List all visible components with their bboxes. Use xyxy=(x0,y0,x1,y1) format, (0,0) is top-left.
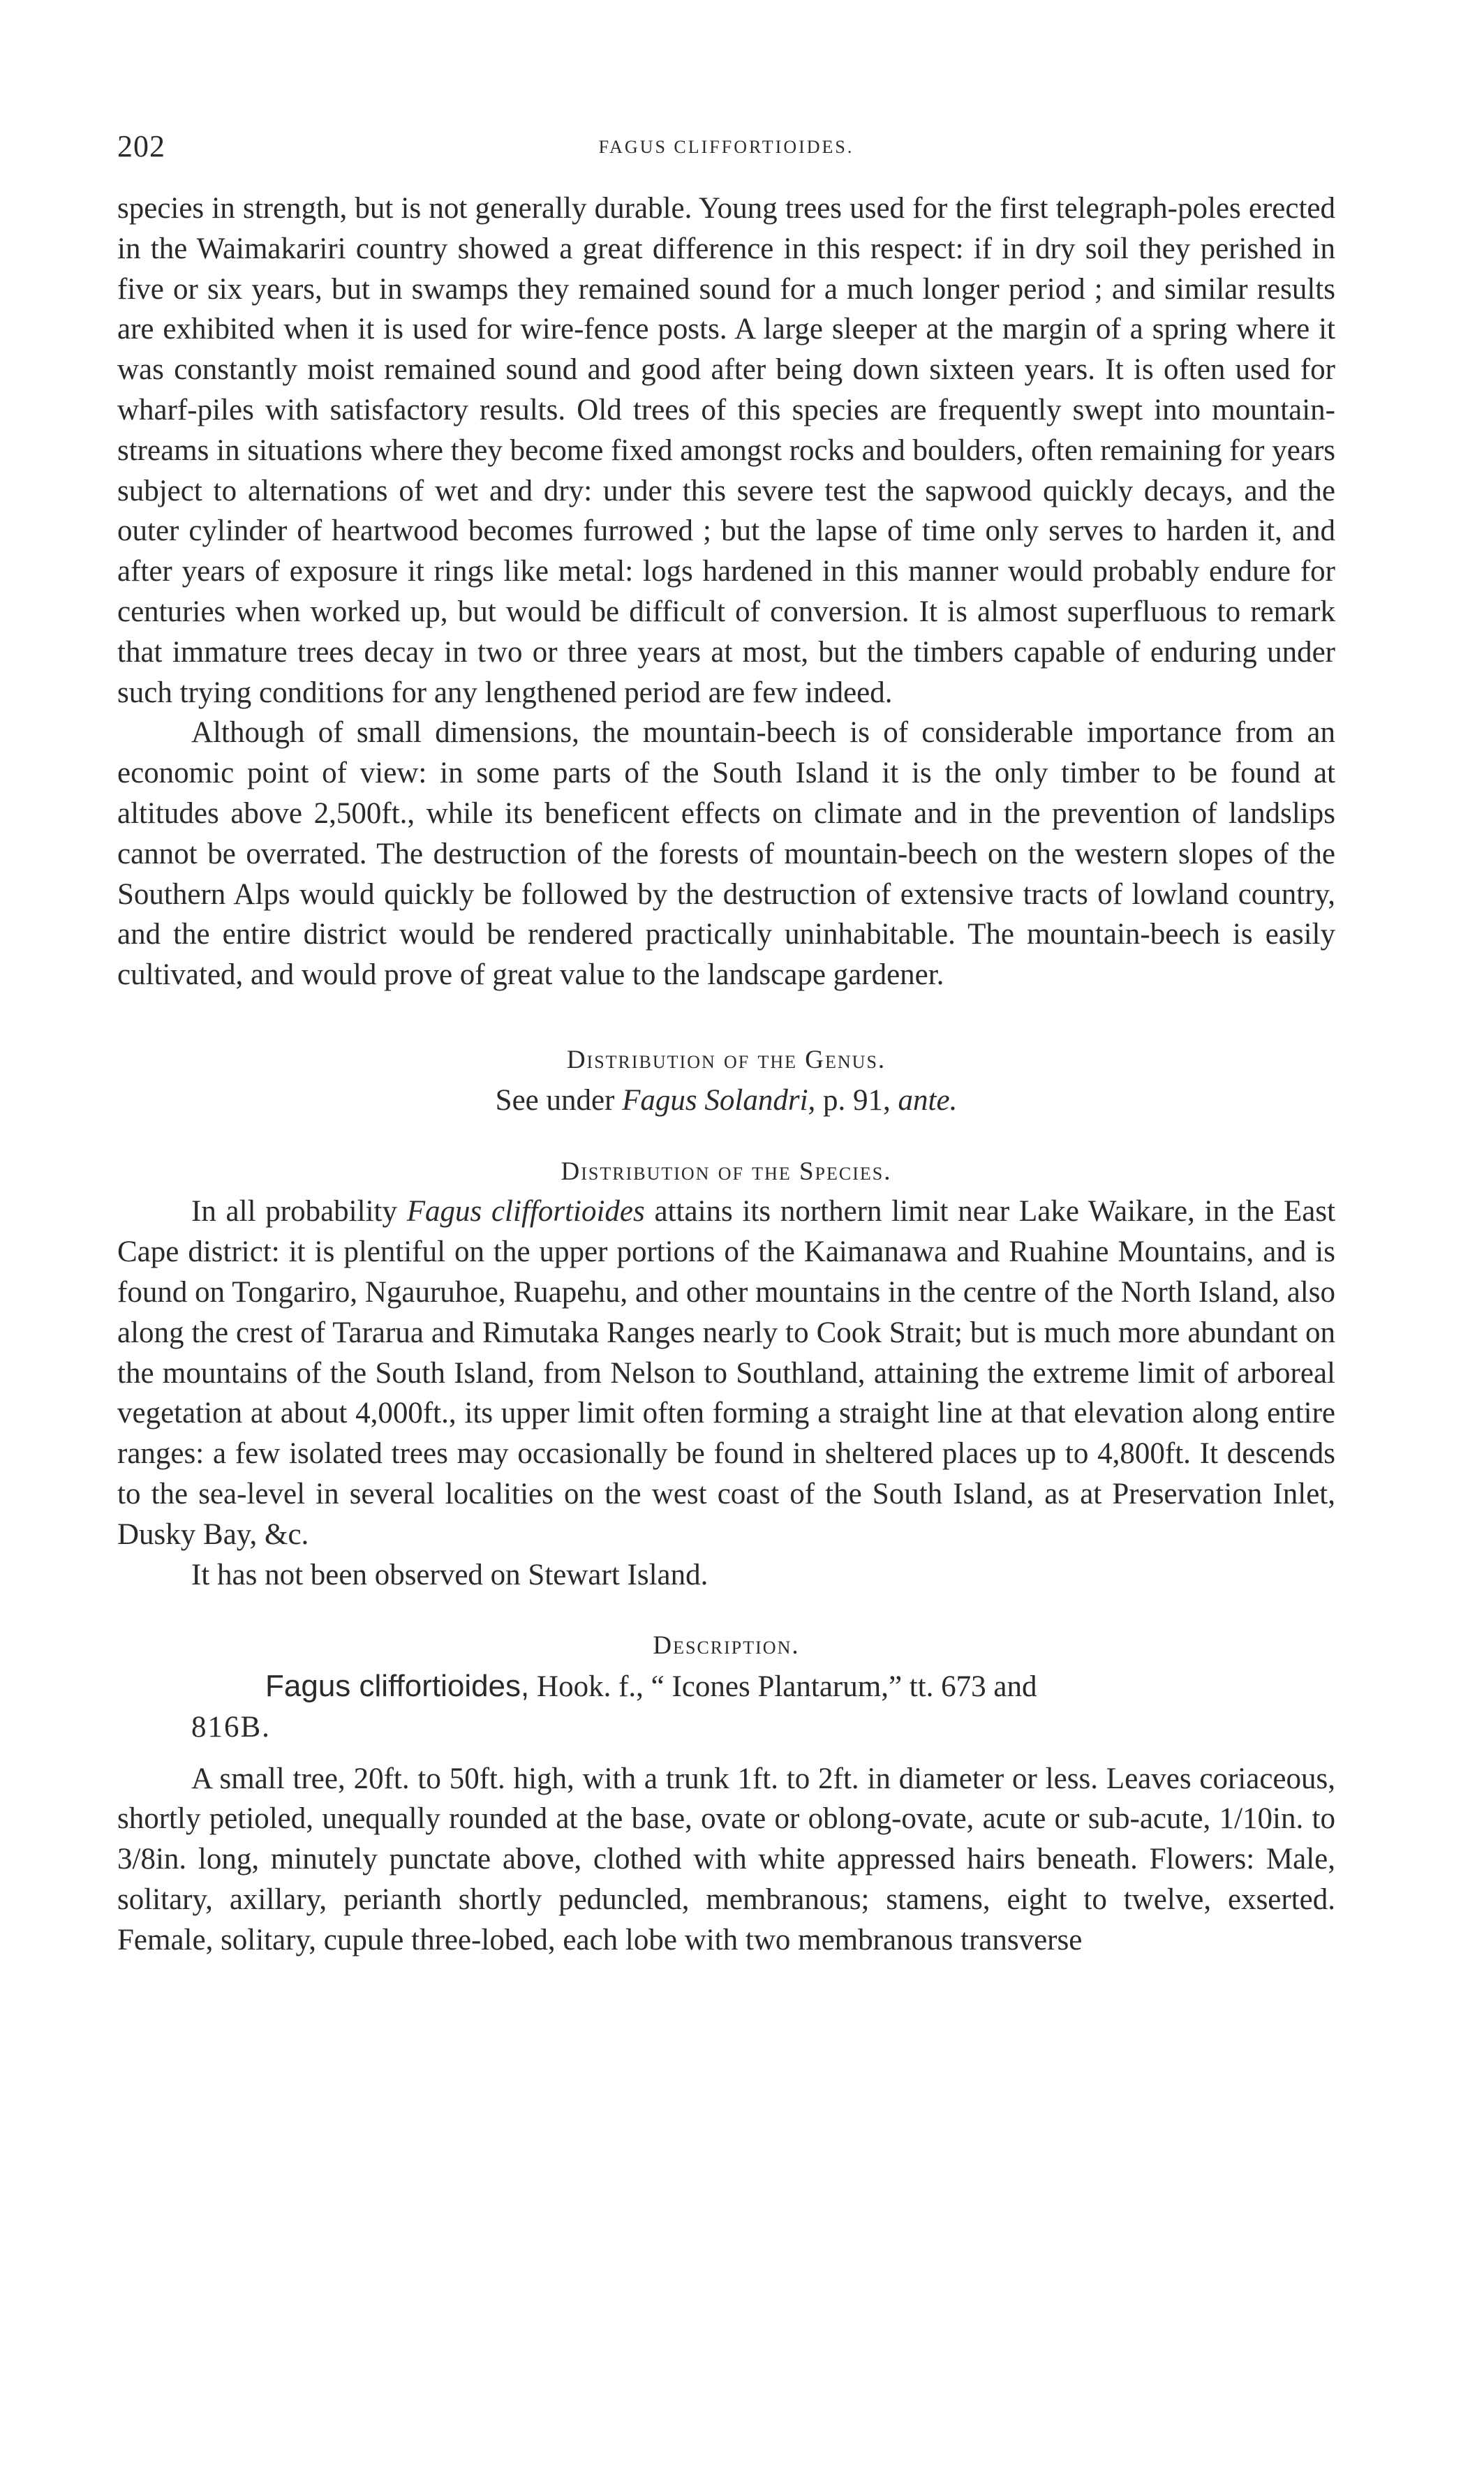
species-citation xyxy=(117,1666,1335,1707)
genus-see: See under xyxy=(495,1083,615,1117)
page-number: 202 xyxy=(117,129,165,163)
paragraph-distribution xyxy=(117,1191,1335,1554)
paragraph-durability: species in strength, but is not generally durable. Young trees used for the first telegraph-poles erected in the Waimakariri country showed a great difference in this respect: if in dry soil they perished in five or six years, but in swamps they remained sound for a much longer period ; and similar results are exhibited when it is used for wire-fence posts. A large sleeper at the margin of a spring where it was constantly moist remained sound and good after being down sixteen years. It is often used for wharf-piles with satisfactory results. Old trees of this species are frequently swept into mountain-streams in situations where they become fixed amongst rocks and boulders, often remaining for years subject to alternations of wet and dry: under this severe test the sapwood quickly decays, and the outer cylinder of heartwood becomes furrowed ; but the lapse of time only serves to harden it, and after years of exposure it rings like metal: logs hardened in this manner would probably endure for centuries when worked up, but would be difficult of conversion. It is almost superfluous to remark that immature trees decay in two or three years at most, but the timbers capable of enduring under such trying conditions for any lengthened period are few indeed. xyxy=(117,192,1335,709)
genus-reference xyxy=(117,1080,1335,1121)
paragraph-importance: Although of small dimensions, the mountain-beech is of considerable importance from an economic point of view: in some parts of the South Island it is the only timber to be found at altitudes above 2,500ft., while its beneficent effects on climate and in the prevention of landslips cannot be overrated. The destruction of the forests of mountain-beech on the western slopes of the Southern Alps would quickly be followed by the destruction of extensive tracts of lowland country, and the entire district would be rendered practically uninhabitable. The mountain-beech is easily cultivated, and would prove of great value to the landscape gardener. xyxy=(117,716,1335,992)
page xyxy=(117,126,1335,1961)
species-plate-continued: 816B. xyxy=(191,1710,271,1744)
distribution-species-name: Fagus cliffortioides xyxy=(406,1195,645,1228)
paragraph-stewart-island: It has not been observed on Stewart Island. xyxy=(191,1558,708,1591)
genus-ref-name: Fagus Solandri, xyxy=(622,1083,816,1117)
body-text xyxy=(117,188,1335,1961)
distribution-start: In all probability xyxy=(191,1195,397,1228)
paragraph-description: A small tree, 20ft. to 50ft. high, with a trunk 1ft. to 2ft. in diameter or less. Leaves coriaceous, shortly petioled, unequally rounded at the base, ovate or oblong-ovate, acute or sub-acute, 1/10in. to 3/8in. long, minutely punctate above, clothed with white appressed hairs beneath. Flowers: Male, solitary, axillary, perianth shortly peduncled, membranous; stamens, eight to twelve, exserted. Female, solitary, cupule three-lobed, each lobe with two membranous transverse xyxy=(117,1762,1335,1956)
running-title: FAGUS CLIFFORTIOIDES. xyxy=(598,137,854,157)
running-head xyxy=(117,126,1335,174)
species-authority: Hook. f., “ Icones Plantarum,” tt. 673 and xyxy=(537,1670,1037,1704)
species-name: Fagus cliffortioides, xyxy=(265,1669,530,1704)
distribution-rest: attains its northern limit near Lake Waikare, in the East Cape district: it is plentiful on the upper portions of the Kaimanawa and Ruahine Mountains, and is found on Tongariro, Ngauruhoe, Ruapehu, and other mountains in the centre of the North Island, also along the crest of Tararua and Rimutaka Ranges nearly to Cook Strait; but is much more abundant on the mountains of the South Island, from Nelson to Southland, attaining the extreme limit of arboreal vegetation at about 4,000ft., its upper limit often forming a straight line at that elevation along entire ranges: a few isolated trees may occasionally be found in sheltered places up to 4,800ft. It descends to the sea-level in several localities on the west coast of the South Island, as at Preservation Inlet, Dusky Bay, &c. xyxy=(117,1195,1336,1551)
heading-distribution-species: Distribution of the Species. xyxy=(561,1157,892,1186)
genus-ref-page: p. 91, xyxy=(823,1083,891,1117)
genus-ref-ante: ante. xyxy=(898,1083,958,1117)
heading-description: Description. xyxy=(653,1631,800,1661)
heading-distribution-genus: Distribution of the Genus. xyxy=(566,1045,886,1074)
